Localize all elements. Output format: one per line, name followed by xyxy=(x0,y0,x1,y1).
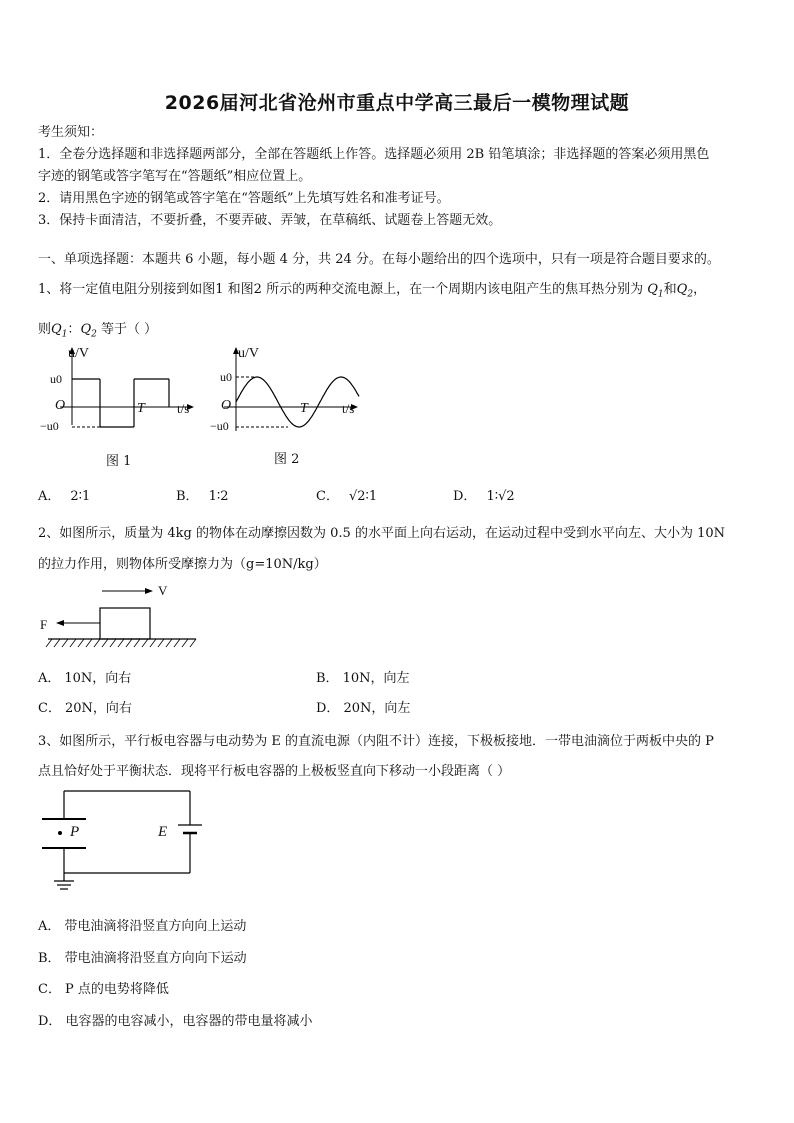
q2-figure-block-on-surface xyxy=(38,578,208,653)
fig2-axis-u: u/V xyxy=(238,346,259,361)
fig1-caption: 图 1 xyxy=(106,454,132,469)
q1-question-tail: 等于（ ） xyxy=(100,322,158,337)
q2-label-f: F xyxy=(40,617,48,632)
q2-stem-line2: 的拉力作用，则物体所受摩擦力为（g=10N/kg） xyxy=(38,557,327,572)
fig2-axis-t: t/s xyxy=(342,401,355,416)
fig2-origin: O xyxy=(221,398,232,413)
q1-stem-line2: 则$Q_1$：$Q_2$ 等于（ ） xyxy=(38,322,158,340)
fig1-axis-u: u/V xyxy=(68,346,89,361)
q2-label-v: V xyxy=(158,583,168,598)
q1-option-c[interactable]: C． √2∶1 xyxy=(316,489,378,504)
q1-option-a[interactable]: A． 2∶1 xyxy=(38,489,91,504)
q1-and: 和 xyxy=(663,282,677,297)
q3-option-d[interactable]: D． 电容器的电容减小，电容器的带电量将减小 xyxy=(38,1014,313,1029)
q3-label-p: P xyxy=(70,824,80,840)
q2-option-d[interactable]: D． 20N，向左 xyxy=(316,701,411,716)
notice-item-3: 3．保持卡面清洁，不要折叠，不要弄破、弄皱，在草稿纸、试题卷上答题无效。 xyxy=(38,213,502,228)
notice-item-1-cont: 字迹的钢笔或答字笔写在“答题纸”相应位置上。 xyxy=(38,169,312,184)
q2-option-b[interactable]: B． 10N，向左 xyxy=(316,671,410,686)
fig2-u0: u0 xyxy=(220,370,232,384)
fig1-period: T xyxy=(137,401,145,416)
q1-symbol-q2: $Q_2$ xyxy=(676,282,694,300)
fig1-axis-t: t/s xyxy=(177,401,190,416)
q1-figure-2-sine-wave xyxy=(208,343,373,433)
notice-item-2: 2．请用黑色字迹的钢笔或答字笔在“答题纸”上先填写姓名和准考证号。 xyxy=(38,191,450,206)
q1-stem-line1: 1、将一定值电阻分别接到如图1 和图2 所示的两种交流电源上，在一个周期内该电阻产生的焦耳热分别为 $Q_1$和$Q_2$， xyxy=(38,282,707,300)
q3-stem-line2: 点且恰好处于平衡状态．现将平行板电容器的上极板竖直向下移动一小段距离（ ） xyxy=(38,764,511,779)
q2-option-c[interactable]: C． 20N，向右 xyxy=(38,701,132,716)
q2-option-a[interactable]: A． 10N，向右 xyxy=(38,671,132,686)
q3-figure-capacitor-circuit xyxy=(38,787,203,902)
q3-stem-line1: 3、如图所示，平行板电容器与电动势为 E 的直流电源（内阻不计）连接，下极板接地．一带电油滴位于两板中央的 P xyxy=(38,734,714,749)
q3-option-c[interactable]: C． P 点的电势将降低 xyxy=(38,982,169,997)
q3-label-e: E xyxy=(158,824,168,840)
page-title: 2026届河北省沧州市重点中学高三最后一模物理试题 xyxy=(164,92,630,114)
fig1-neg-u0: −u0 xyxy=(40,419,59,433)
fig2-neg-u0: −u0 xyxy=(210,419,229,433)
fig2-caption: 图 2 xyxy=(274,452,300,467)
fig1-u0: u0 xyxy=(50,372,62,386)
q3-option-a[interactable]: A． 带电油滴将沿竖直方向向上运动 xyxy=(38,919,247,934)
fig2-period: T xyxy=(300,401,308,416)
q2-stem-line1: 2、如图所示，质量为 4kg 的物体在动摩擦因数为 0.5 的水平面上向右运动，在运动过程中受到水平向左、大小为 10N xyxy=(38,526,725,541)
q1-option-d[interactable]: D． 1∶√2 xyxy=(453,489,515,504)
q1-stem-text: 1、将一定值电阻分别接到如图1 和图2 所示的两种交流电源上，在一个周期内该电阻产生的焦耳热分别为 xyxy=(38,282,644,297)
notice-item-1: 1．全卷分选择题和非选择题两部分，全部在答题纸上作答。选择题必须用 2B 铅笔填涂；非选择题的答案必须用黑色 xyxy=(38,147,710,162)
q1-option-b[interactable]: B． 1∶2 xyxy=(176,489,229,504)
fig1-origin: O xyxy=(55,398,66,413)
section-heading: 一、单项选择题：本题共 6 小题，每小题 4 分，共 24 分。在每小题给出的四个选项中，只有一项是符合题目要求的。 xyxy=(38,252,720,267)
notice-heading: 考生须知： xyxy=(38,125,104,140)
q3-option-b[interactable]: B． 带电油滴将沿竖直方向向下运动 xyxy=(38,951,247,966)
q1-symbol-q1: $Q_1$ xyxy=(647,282,664,300)
